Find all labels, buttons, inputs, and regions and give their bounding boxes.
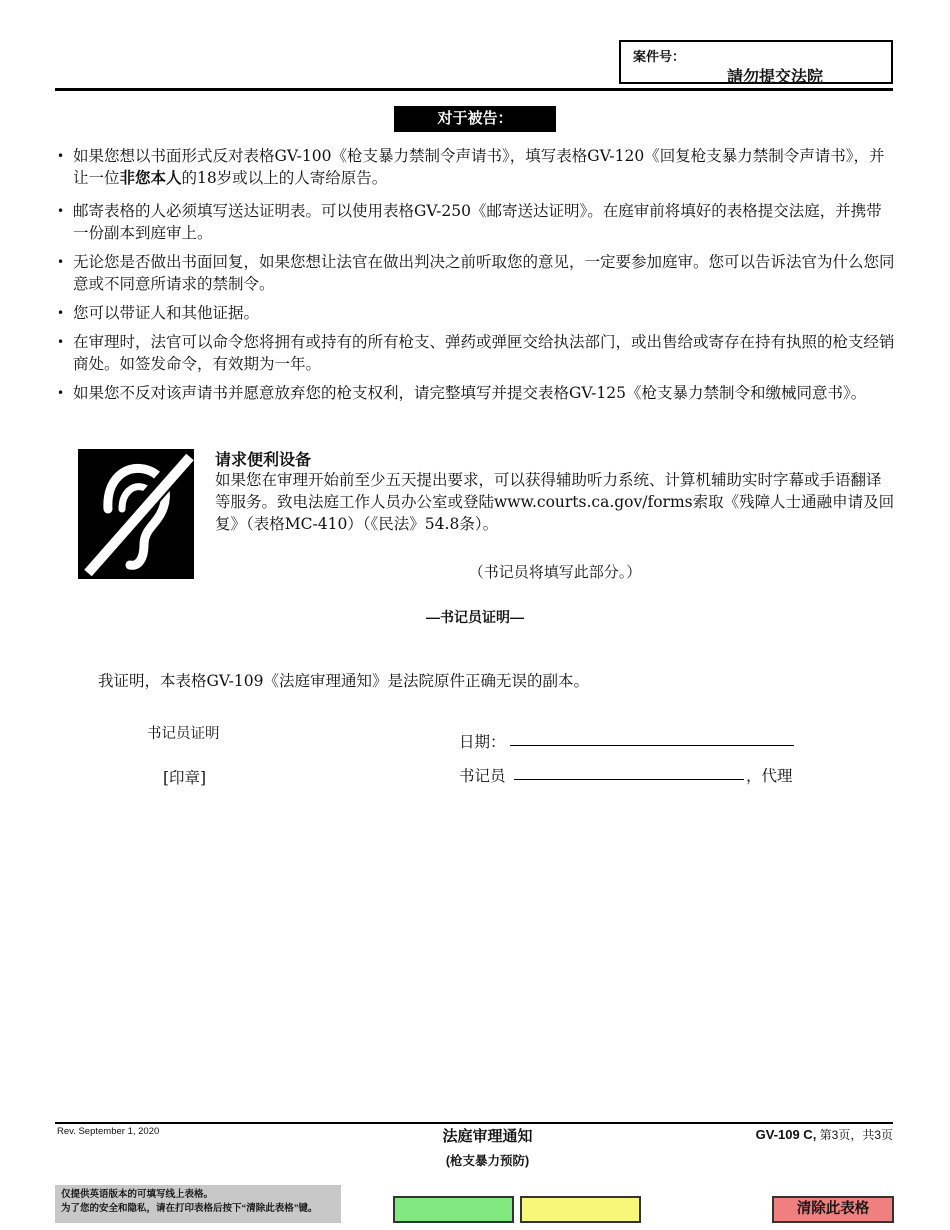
- list-item: [55, 382, 897, 404]
- form-page-id: [756, 1126, 893, 1143]
- accommodations-body: 如果您在审理开始前至少五天提出要求，可以获得辅助听力系统、计算机辅助实时字幕或手语翻译等服务。致电法庭工作人员办公室或登陆www.courts.ca.gov/forms索取《残障人士通融申请及回复》（表格MC-410）（《民法》54.8条）。: [215, 471, 895, 533]
- list-item-text: 如果您想以书面形式反对表格GV-100《枪支暴力禁制令声请书》，填写表格GV-120《回复枪支暴力禁制令声请书》，并让一位: [73, 147, 885, 187]
- bullet-icon: •: [57, 335, 65, 349]
- clerk-name-field[interactable]: [514, 779, 744, 780]
- list-item-text: 无论您是否做出书面回复，如果您想让法官在做出判决之前听取您的意见，一定要参加庭审。您可以告诉法官为什么您同意或不同意所请求的禁制令。: [73, 253, 895, 293]
- do-not-file-note: 請勿提交法院: [727, 69, 824, 86]
- note-line: 仅提供英语版本的可填写线上表格。: [61, 1189, 214, 1200]
- certification-text: 我证明，本表格GV-109《法庭审理通知》是法院原件正确无误的副本。: [98, 672, 589, 690]
- deputy-label: ，代理: [746, 767, 793, 785]
- case-number-label: 案件号：: [633, 49, 686, 64]
- list-item: [55, 302, 897, 324]
- list-item-text: 如果您不反对该声请书并愿意放弃您的枪支权利，请完整填写并提交表格GV-125《枪支暴力禁制令和缴械同意书》。: [73, 384, 867, 402]
- note-line: 为了您的安全和隐私，请在打印表格后按下“清除此表格”键。: [61, 1203, 318, 1214]
- list-item-emphasis: 非您本人: [119, 170, 182, 187]
- list-item-text: 的18岁或以上的人寄给原告。: [181, 169, 388, 187]
- hearing-assistance-icon: [78, 449, 194, 579]
- list-item-text: 您可以带证人和其他证据。: [73, 304, 260, 322]
- list-item-text: 邮寄表格的人必须填写送达证明表。可以使用表格GV-250《邮寄送达证明》。在庭审前将填好的表格提交法庭，并携带一份副本到庭审上。: [73, 202, 882, 242]
- clear-form-button[interactable]: 清除此表格: [772, 1196, 894, 1223]
- date-label: 日期：: [459, 733, 506, 751]
- date-field[interactable]: [510, 745, 794, 746]
- list-item: [55, 200, 897, 244]
- page-info: 第3页，共3页: [816, 1128, 893, 1142]
- form-title: 法庭审理通知: [442, 1128, 533, 1145]
- revision-date: Rev. September 1, 2020: [57, 1126, 160, 1137]
- list-item-text: 在审理时，法官可以命令您将拥有或持有的所有枪支、弹药或弹匣交给执法部门，或出售给或寄存在持有执照的枪支经销商处。如签发命令，有效期为一年。: [73, 333, 895, 373]
- respondent-section-heading: 对于被告：: [394, 106, 556, 132]
- list-item: [55, 251, 897, 295]
- form-id: GV-109 C,: [755, 1127, 817, 1142]
- clerk-label: 书记员: [459, 767, 506, 785]
- bullet-icon: •: [57, 255, 65, 269]
- accommodations-title: 请求便利设备: [215, 452, 312, 469]
- bullet-icon: •: [57, 204, 65, 218]
- clerk-fill-note: （书记员将填写此部分。）: [468, 563, 642, 581]
- top-divider: [55, 88, 893, 91]
- bullet-icon: •: [57, 149, 65, 163]
- clerk-certificate-label: 书记员证明: [147, 726, 220, 742]
- list-item: [55, 331, 897, 375]
- clerk-certificate-heading: —书记员证明—: [426, 609, 524, 625]
- seal-placeholder: [印章]: [163, 769, 207, 787]
- bullet-icon: •: [57, 386, 65, 400]
- list-item: [55, 145, 897, 190]
- print-button[interactable]: [393, 1196, 514, 1223]
- form-subtitle: (枪支暴力预防): [445, 1154, 530, 1168]
- instructions-list: [55, 145, 897, 411]
- footer-divider: [55, 1122, 893, 1124]
- bullet-icon: •: [57, 306, 65, 320]
- save-button[interactable]: [520, 1196, 641, 1223]
- case-number-box: [619, 40, 893, 84]
- online-form-note: [55, 1185, 341, 1223]
